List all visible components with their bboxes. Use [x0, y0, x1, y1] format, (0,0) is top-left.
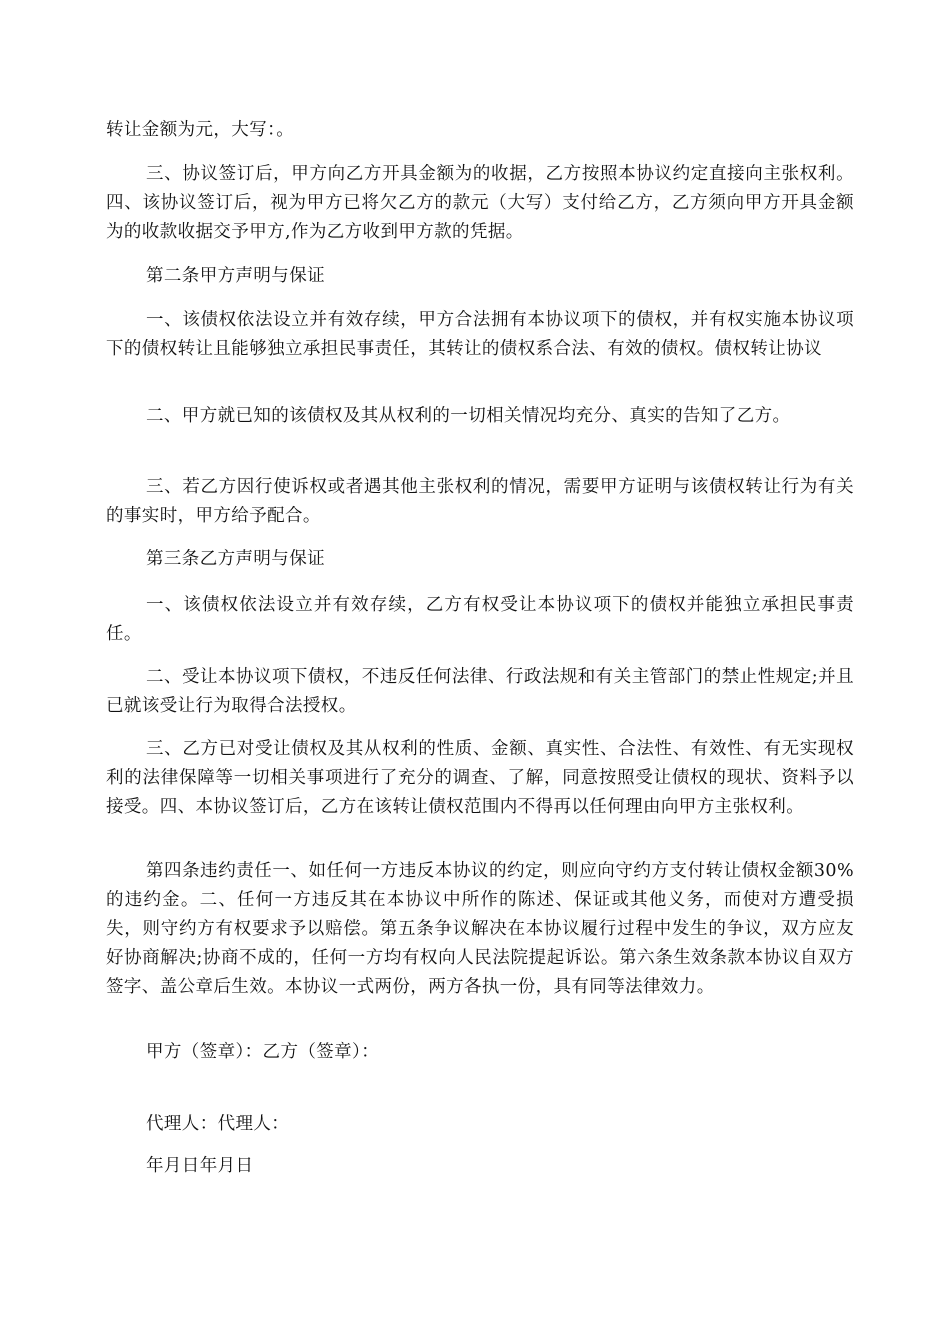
paragraph-transfer-amount: 转让金额为元，大写：。	[106, 120, 295, 140]
paragraph-party-a-clause-3: 三、若乙方因行使诉权或者遇其他主张权利的情况，需要甲方证明与该债权转让行为有关的事实时，甲方给予配合。	[106, 477, 854, 526]
paragraph-party-b-clause-2: 二、受让本协议项下债权，不违反任何法律、行政法规和有关主管部门的禁止性规定;并且已就该受让行为取得合法授权。	[106, 667, 854, 716]
signature-line-agents: 代理人：代理人：	[146, 1114, 290, 1134]
paragraph-receipt-terms: 三、协议签订后，甲方向乙方开具金额为的收据，乙方按照本协议约定直接向主张权利。四、该协议签订后，视为甲方已将欠乙方的款元（大写）支付给乙方，乙方须向甲方开具金额为的收款收据交予甲方,作为乙方收到甲方款的凭据。	[106, 164, 854, 242]
paragraph-party-b-clause-3: 三、乙方已对受让债权及其从权利的性质、金额、真实性、合法性、有效性、有无实现权利的法律保障等一切相关事项进行了充分的调查、了解，同意按照受让债权的现状、资料予以接受。四、本协议签订后，乙方在该转让债权范围内不得再以任何理由向甲方主张权利。	[106, 739, 854, 817]
signature-line-dates: 年月日年月日	[146, 1156, 254, 1176]
paragraph-party-b-clause-1: 一、该债权依法设立并有效存续，乙方有权受让本协议项下的债权并能独立承担民事责任。	[106, 595, 854, 644]
section-heading-party-a-warranty: 第二条甲方声明与保证	[146, 266, 325, 286]
section-heading-party-b-warranty: 第三条乙方声明与保证	[146, 549, 325, 569]
paragraph-party-a-clause-2: 二、甲方就已知的该债权及其从权利的一切相关情况均充分、真实的告知了乙方。	[146, 406, 791, 426]
signature-line-seals: 甲方（签章）：乙方（签章）：	[146, 1042, 380, 1062]
paragraph-party-a-clause-1: 一、该债权依法设立并有效存续，甲方合法拥有本协议项下的债权，并有权实施本协议项下的债权转让且能够独立承担民事责任，其转让的债权系合法、有效的债权。债权转让协议	[106, 310, 854, 359]
paragraph-liability-dispute-effect: 第四条违约责任一、如任何一方违反本协议的约定，则应向守约方支付转让债权金额30%的违约金。二、任何一方违反其在本协议中所作的陈述、保证或其他义务，而使对方遭受损失，则守约方有权要求予以赔偿。第五条争议解决在本协议履行过程中发生的争议，双方应友好协商解决;协商不成的，任何一方均有权向人民法院提起诉讼。第六条生效条款本协议自双方签字、盖公章后生效。本协议一式两份，两方各执一份，具有同等法律效力。	[106, 861, 854, 997]
